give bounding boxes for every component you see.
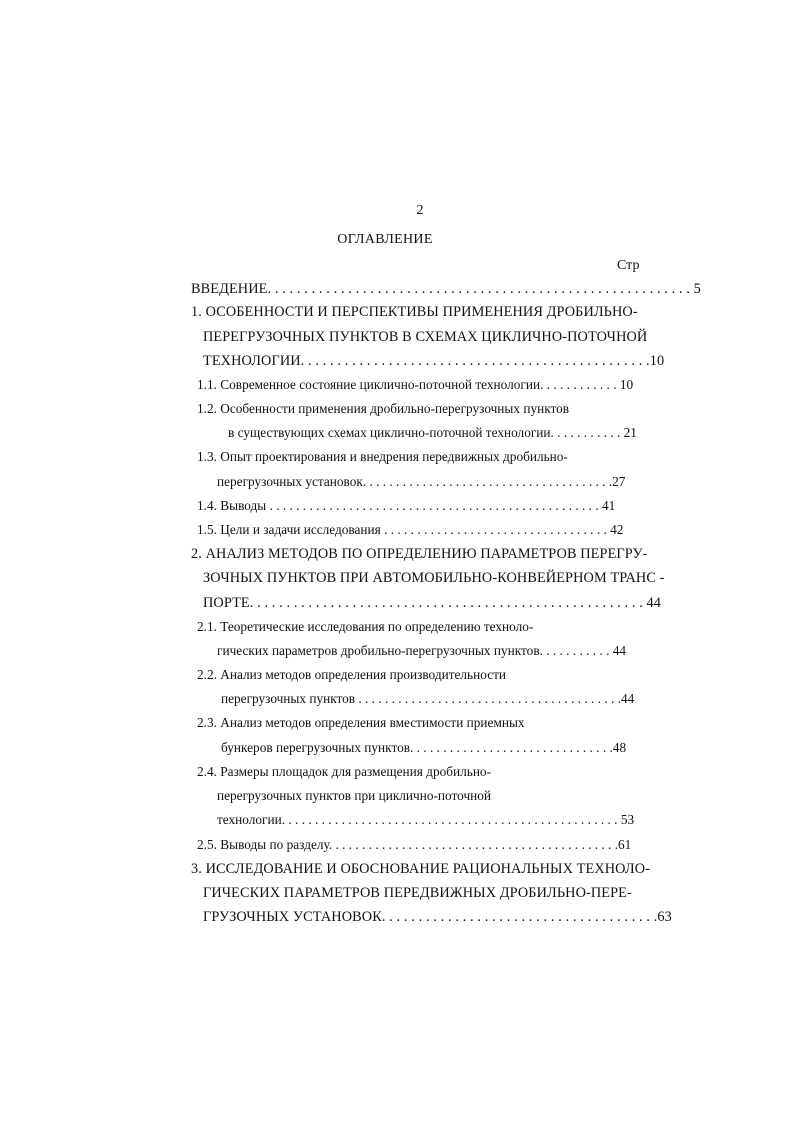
toc-chapter-1-line-3: ТЕХНОЛОГИИ. . . . . . . . . . . . . . . . . . . . . . . . . . . . . . . . . . . . . . . . . . . . . . . .10 [203, 353, 665, 369]
toc-chapter-2-line-1: 2. АНАЛИЗ МЕТОДОВ ПО ОПРЕДЕЛЕНИЮ ПАРАМЕТРОВ ПЕРЕГРУ- [191, 546, 648, 562]
toc-section-1-3-line-1: 1.3. Опыт проектирования и внедрения передвижных дробильно- [197, 449, 568, 464]
toc-chapter-2-line-3: ПОРТЕ. . . . . . . . . . . . . . . . . . . . . . . . . . . . . . . . . . . . . . . . . . . . . . . . . . . . . . 44 [203, 595, 662, 611]
toc-chapter-1-line-1: 1. ОСОБЕННОСТИ И ПЕРСПЕКТИВЫ ПРИМЕНЕНИЯ ДРОБИЛЬНО- [191, 304, 638, 320]
toc-section-1-3-line-2: перегрузочных установок. . . . . . . . . . . . . . . . . . . . . . . . . . . . . . . . . . . . . .27 [217, 474, 626, 489]
toc-section-1-4: 1.4. Выводы . . . . . . . . . . . . . . . . . . . . . . . . . . . . . . . . . . . . . . . . . . . . . . . . . . 41 [197, 498, 616, 513]
toc-chapter-2-line-2: ЗОЧНЫХ ПУНКТОВ ПРИ АВТОМОБИЛЬНО-КОНВЕЙЕРНОМ ТРАНС - [203, 570, 665, 586]
toc-section-2-4-line-2: перегрузочных пунктов при циклично-поточной [217, 788, 492, 803]
toc-chapter-3-line-3: ГРУЗОЧНЫХ УСТАНОВОК. . . . . . . . . . . . . . . . . . . . . . . . . . . . . . . . . . . . . .63 [203, 909, 672, 925]
toc-section-2-1-line-1: 2.1. Теоретические исследования по определению техноло- [197, 619, 534, 634]
page-column-header: Стр [617, 258, 640, 273]
toc-section-2-4-line-1: 2.4. Размеры площадок для размещения дробильно- [197, 764, 492, 779]
toc-chapter-3-line-1: 3. ИССЛЕДОВАНИЕ И ОБОСНОВАНИЕ РАЦИОНАЛЬНЫХ ТЕХНОЛО- [191, 861, 650, 877]
toc-entry-introduction: ВВЕДЕНИЕ. . . . . . . . . . . . . . . . . . . . . . . . . . . . . . . . . . . . . . . . . . . . . . . . . . . . . . . . . . 5 [191, 281, 701, 297]
toc-section-2-2-line-1: 2.2. Анализ методов определения производительности [197, 667, 507, 682]
toc-section-1-5: 1.5. Цели и задачи исследования . . . . . . . . . . . . . . . . . . . . . . . . . . . . . . . . . . 42 [197, 522, 624, 537]
toc-section-2-3-line-1: 2.3. Анализ методов определения вместимости приемных [197, 715, 525, 730]
toc-section-2-2-line-2: перегрузочных пунктов . . . . . . . . . . . . . . . . . . . . . . . . . . . . . . . . . . . . . . . .44 [221, 691, 635, 706]
toc-section-1-2-line-1: 1.2. Особенности применения дробильно-перегрузочных пунктов [197, 401, 570, 416]
toc-section-2-1-line-2: гических параметров дробильно-перегрузочных пунктов. . . . . . . . . . . 44 [217, 643, 627, 658]
toc-chapter-3-line-2: ГИЧЕСКИХ ПАРАМЕТРОВ ПЕРЕДВИЖНЫХ ДРОБИЛЬНО-ПЕРЕ- [203, 885, 632, 901]
toc-section-2-4-line-3: технологии. . . . . . . . . . . . . . . . . . . . . . . . . . . . . . . . . . . . . . . . . . . . . . . . . . . 53 [217, 812, 635, 827]
toc-section-1-2-line-2: в существующих схемах циклично-поточной технологии. . . . . . . . . . . 21 [228, 425, 637, 440]
toc-section-2-3-line-2: бункеров перегрузочных пунктов. . . . . . . . . . . . . . . . . . . . . . . . . . . . . . .48 [221, 740, 627, 755]
toc-title: ОГЛАВЛЕНИЕ [337, 232, 433, 247]
toc-section-1-1: 1.1. Современное состояние циклично-поточной технологии. . . . . . . . . . . . 10 [197, 377, 634, 392]
toc-section-2-5: 2.5. Выводы по разделу. . . . . . . . . . . . . . . . . . . . . . . . . . . . . . . . . . . . . . . . . . . .61 [197, 837, 632, 852]
toc-chapter-1-line-2: ПЕРЕГРУЗОЧНЫХ ПУНКТОВ В СХЕМАХ ЦИКЛИЧНО-ПОТОЧНОЙ [203, 329, 648, 345]
page-number: 2 [416, 203, 424, 218]
